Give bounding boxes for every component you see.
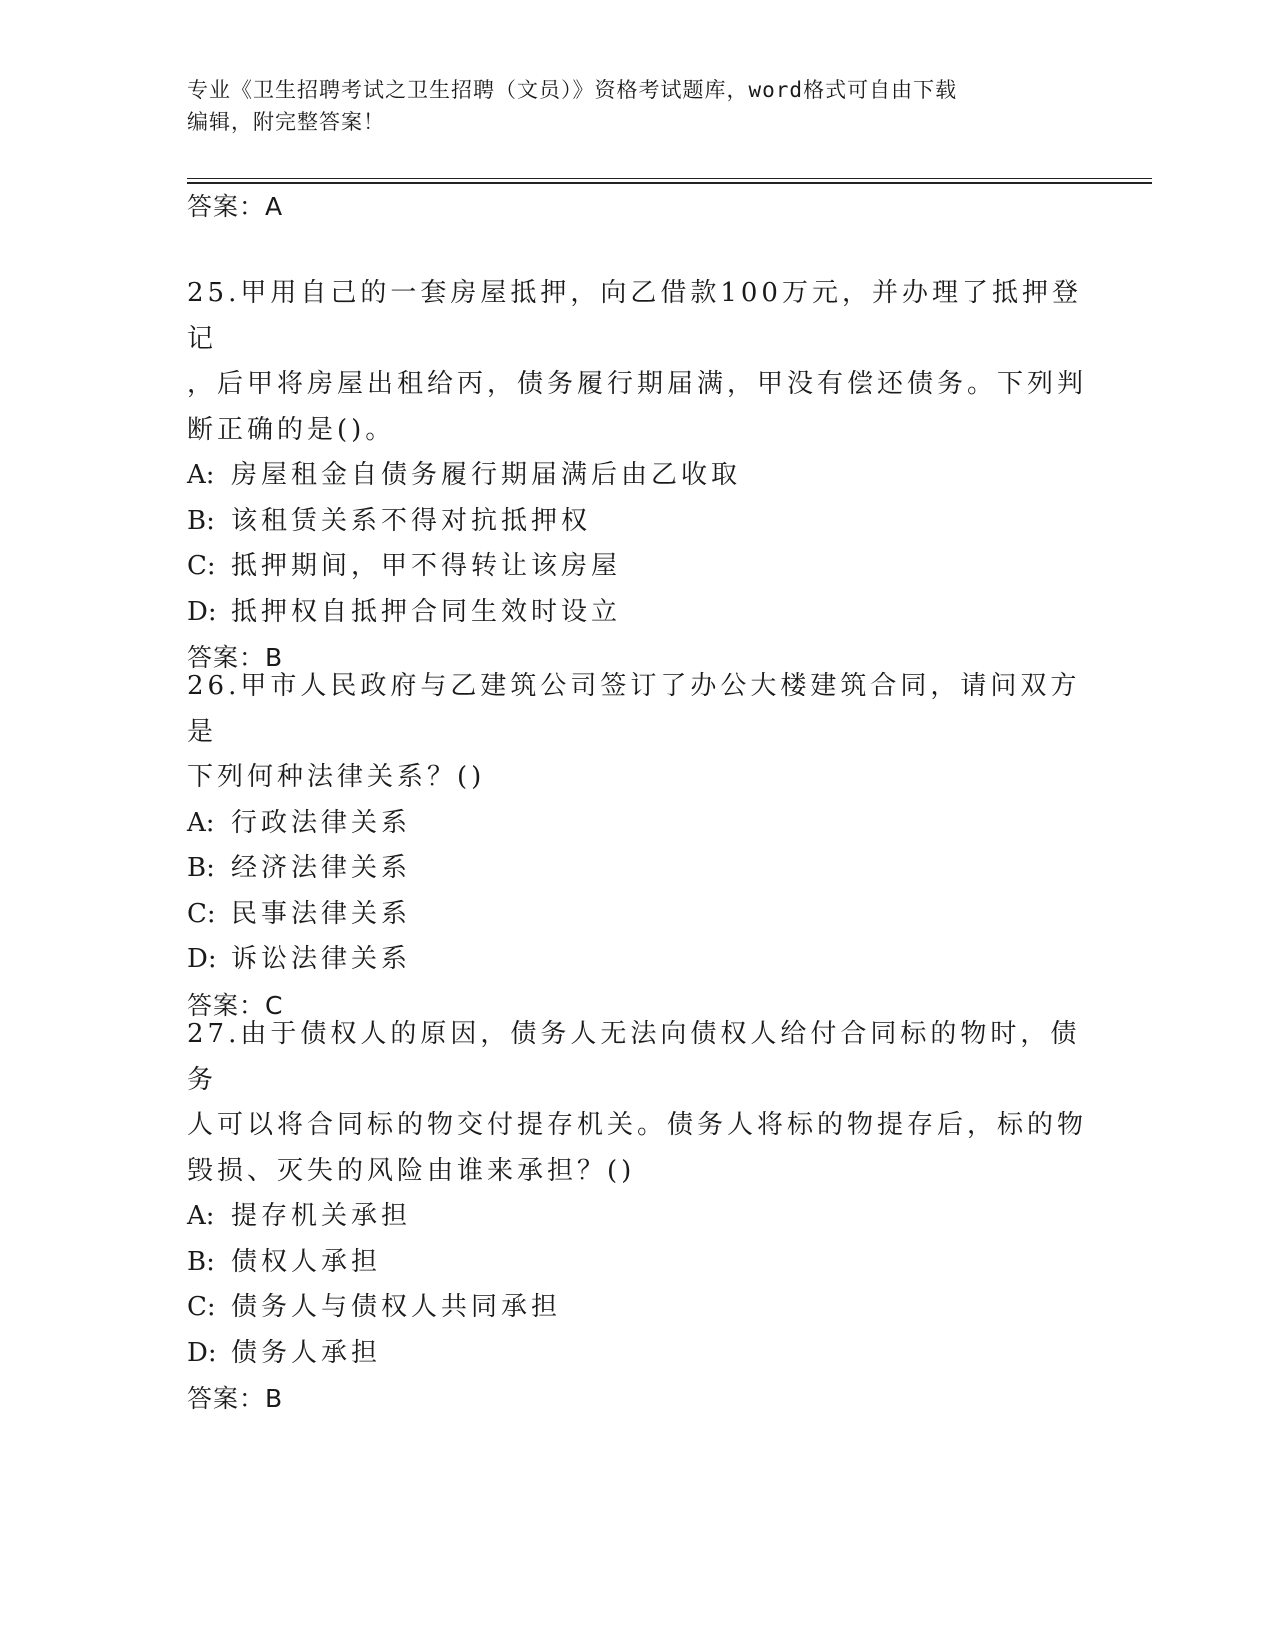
document-header [187,74,1067,138]
option-text: 债权人承担 [231,1246,382,1277]
question-answer: 答案：B [187,1384,284,1413]
option-a [187,1194,1087,1240]
question-stem-line: 断正确的是()。 [187,414,396,445]
option-text: 债务人承担 [231,1337,382,1368]
question-stem-line: 毁损、灭失的风险由谁来承担？() [187,1155,636,1186]
option-b [187,499,1087,545]
option-text: 民事法律关系 [231,898,412,929]
option-key: B: [187,853,215,883]
option-text: 房屋租金自债务履行期届满后由乙收取 [231,460,742,490]
option-key: C: [187,1292,216,1322]
option-text: 抵押权自抵押合同生效时设立 [231,596,622,627]
option-text: 经济法律关系 [231,853,412,883]
option-key: B: [187,1246,215,1277]
option-text: 行政法律关系 [231,807,412,838]
question-stem-line: 27.由于债权人的原因，债务人无法向债权人给付合同标的物时，债务 [187,1019,1081,1095]
header-divider-thin [187,178,1152,179]
option-text: 提存机关承担 [231,1201,412,1231]
option-key: A: [187,1201,215,1231]
option-key: D: [187,944,217,974]
option-text: 债务人与债权人共同承担 [231,1292,562,1322]
header-line-1: 专业《卫生招聘考试之卫生招聘（文员）》资格考试题库，word格式可自由下载 [187,78,958,102]
option-key: A: [187,807,215,838]
question-stem-line: 下列何种法律关系？() [187,762,486,792]
option-c [187,892,1087,938]
option-key: C: [187,551,216,581]
question-stem-line: 人可以将合同标的物交付提存机关。债务人将标的物提存后，标的物 [187,1110,1088,1140]
option-text: 抵押期间，甲不得转让该房屋 [231,551,622,581]
option-key: A: [187,460,215,490]
question-stem-line: ，后甲将房屋出租给丙，债务履行期届满，甲没有偿还债务。下列判 [187,369,1088,399]
question-stem-line: 26.甲市人民政府与乙建筑公司签订了办公大楼建筑合同，请问双方是 [187,671,1081,747]
header-divider-thick [187,182,1152,184]
option-text: 该租赁关系不得对抗抵押权 [231,505,592,536]
option-a [187,453,1087,499]
option-c [187,544,1087,590]
option-key: D: [187,596,217,627]
option-text: 诉讼法律关系 [231,944,412,974]
option-key: D: [187,1337,217,1368]
option-d [187,937,1087,983]
option-c [187,1285,1087,1331]
option-b [187,1240,1087,1286]
question-27 [187,1012,1087,1421]
question-answer: 答案：B [187,643,284,672]
question-answer: 答案：C [187,990,284,1020]
option-d [187,590,1087,636]
option-b [187,846,1087,892]
option-a [187,801,1087,847]
question-stem-line: 25.甲用自己的一套房屋抵押，向乙借款100万元，并办理了抵押登记 [187,278,1082,354]
option-d [187,1331,1087,1377]
question-25 [187,271,1087,680]
previous-question-answer: 答案：A [187,192,284,221]
header-line-2: 编辑，附完整答案！ [187,110,385,134]
question-26 [187,664,1087,1028]
option-key: C: [187,898,216,929]
option-key: B: [187,505,215,536]
